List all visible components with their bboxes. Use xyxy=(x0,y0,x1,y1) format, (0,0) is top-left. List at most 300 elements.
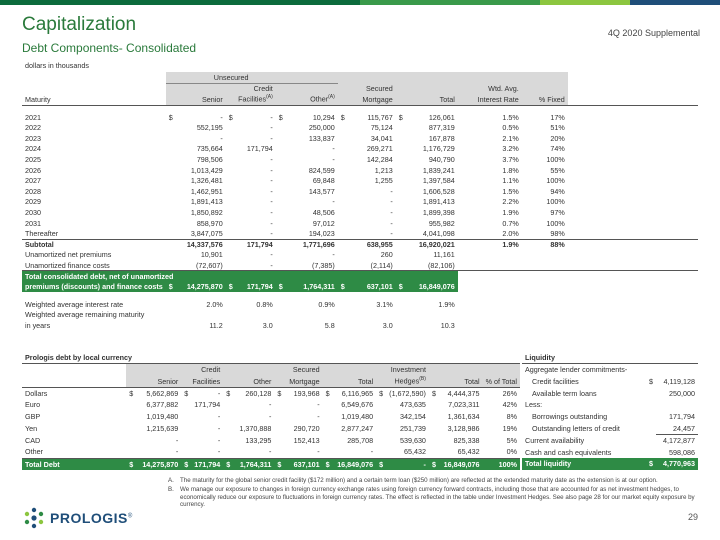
currency-symbol: $ xyxy=(226,282,236,293)
currency-symbol xyxy=(223,423,233,435)
other-value: 10,294 xyxy=(312,112,335,122)
total-senior: 14,275,870 xyxy=(136,458,181,470)
other-value: - xyxy=(332,197,335,207)
liquidity-label: Cash and cash equivalents xyxy=(525,447,612,457)
currency-symbol xyxy=(274,446,284,458)
total-value: 940,790 xyxy=(428,155,455,165)
hedges-value: (1,672,590) xyxy=(389,388,426,398)
total-after-hedges-value: 825,338 xyxy=(453,435,480,445)
currency-symbol xyxy=(276,207,286,218)
currency-symbol xyxy=(126,411,136,423)
currency-symbol xyxy=(166,123,176,134)
total-after-hedges: 16,849,076 xyxy=(439,458,483,470)
currency-symbol xyxy=(181,411,191,423)
pct-of-total-value: 42% xyxy=(502,400,517,410)
currency-symbol xyxy=(323,423,333,435)
footnote-mark: B. xyxy=(168,485,174,493)
hedges-value: 65,432 xyxy=(386,446,429,458)
table-row xyxy=(22,154,698,165)
maturity-year: 2024 xyxy=(25,144,41,154)
top-bar-segment xyxy=(630,0,720,5)
col-senior: Senior xyxy=(126,376,181,388)
senior-value: - xyxy=(220,133,223,143)
liquidity-value: 4,172,877 xyxy=(663,436,695,446)
currency-symbol: $ xyxy=(429,458,439,470)
senior-value: 1,462,951 xyxy=(190,186,223,196)
currency-symbol: $ xyxy=(376,458,386,470)
total-value: 1,019,480 xyxy=(341,412,374,422)
senior-value: 1,850,892 xyxy=(190,208,223,218)
currency-symbol: $ xyxy=(168,112,173,122)
currency-symbol xyxy=(338,207,348,218)
currency-symbol xyxy=(396,123,406,134)
liquidity-label: Less: xyxy=(525,400,543,410)
secured-value: - xyxy=(317,412,320,422)
currency-symbol xyxy=(166,186,176,197)
currency-symbol xyxy=(646,435,656,447)
liquidity-value xyxy=(656,364,698,376)
maturity-year: 2026 xyxy=(25,165,41,175)
currency-symbol xyxy=(338,123,348,134)
currency-symbol: $ xyxy=(181,458,191,470)
pct-fixed-value: 55% xyxy=(550,165,565,175)
pct-of-total-value: 0% xyxy=(483,446,520,458)
liquidity-item xyxy=(522,446,698,458)
currency-symbol xyxy=(181,399,191,411)
interest-rate-value: 0.7% xyxy=(502,218,519,228)
total-total: 16,849,076 xyxy=(406,282,458,293)
currency-table-title: Prologis debt by local currency xyxy=(22,352,520,364)
liquidity-label: Credit facilities xyxy=(532,376,579,386)
top-bar-segment xyxy=(540,0,630,5)
currency-symbol xyxy=(376,435,386,447)
maturity-year: 2030 xyxy=(25,208,41,218)
total-debt-label-line1: Total consolidated debt, net of unamortized xyxy=(22,271,458,282)
total-secured: 637,101 xyxy=(348,282,396,293)
finance-costs-label: Unamortized finance costs xyxy=(22,260,166,271)
liquidity-label: Current availability xyxy=(525,435,585,445)
other-value: - xyxy=(233,446,274,458)
currency-symbol xyxy=(646,423,656,435)
total-value: 4,041,098 xyxy=(422,228,455,238)
secured-value: 1,255 xyxy=(374,176,393,186)
table-row xyxy=(22,186,698,197)
col-secured-top: Secured xyxy=(274,364,322,376)
currency-symbol xyxy=(276,229,286,240)
weighted-maturity-credit: 3.0 xyxy=(262,320,273,330)
subtotal-credit: 171,794 xyxy=(236,239,276,250)
finance-costs-other: (7,385) xyxy=(286,260,338,271)
secured-value: - xyxy=(390,186,393,196)
maturity-year: 2025 xyxy=(25,155,41,165)
footnote-mark: A. xyxy=(168,477,174,484)
currency-symbol xyxy=(646,399,656,411)
total-credit: 171,794 xyxy=(236,282,276,293)
logo-mark-icon xyxy=(22,506,46,530)
prologis-logo xyxy=(22,506,133,530)
total-other: 1,764,311 xyxy=(286,282,338,293)
senior-value: 798,506 xyxy=(196,155,223,165)
col-maturity: Maturity xyxy=(22,94,166,105)
total-pct: 100% xyxy=(483,458,520,470)
interest-rate-value: 1.5% xyxy=(502,186,519,196)
currency-symbol: $ xyxy=(340,112,345,122)
currency-symbol xyxy=(226,123,236,134)
currency-symbol xyxy=(396,133,406,144)
currency-symbol: $ xyxy=(228,112,233,122)
currency-symbol xyxy=(338,197,348,208)
currency-symbol xyxy=(276,218,286,229)
currency-symbol xyxy=(126,446,136,458)
col-credit-facilities: Facilities xyxy=(181,376,223,388)
secured-value: - xyxy=(317,400,320,410)
col-hedges-top: Investment xyxy=(376,364,429,376)
pct-of-total-value: 26% xyxy=(502,388,517,398)
total-value: 285,708 xyxy=(347,435,374,445)
subtotal-total: 16,920,021 xyxy=(406,239,458,250)
maturity-rows xyxy=(22,112,698,239)
currency-symbol xyxy=(166,229,176,240)
weighted-maturity-label-line2: in years xyxy=(25,320,51,330)
total-value: - xyxy=(333,446,377,458)
currency-symbol: $ xyxy=(184,388,189,398)
secured-value: - xyxy=(284,446,322,458)
total-liquidity-row xyxy=(522,458,698,470)
interest-rate-value: 3.7% xyxy=(502,155,519,165)
total-after-hedges-value: 65,432 xyxy=(439,446,483,458)
secured-value: 193,968 xyxy=(293,388,320,398)
pct-fixed-value: 20% xyxy=(550,133,565,143)
footnote-b xyxy=(168,486,698,509)
currency-symbol xyxy=(166,144,176,155)
interest-rate-value: 1.1% xyxy=(502,176,519,186)
secured-value: - xyxy=(390,208,393,218)
col-secured-mortgage: Mortgage xyxy=(274,376,322,388)
currency-symbol xyxy=(274,435,284,447)
pct-fixed-value: 100% xyxy=(546,197,565,207)
weighted-maturity-secured: 3.0 xyxy=(382,320,393,330)
page-title: Capitalization xyxy=(22,14,137,35)
weighted-maturity-senior: 11.2 xyxy=(209,320,223,330)
currency-symbol xyxy=(276,165,286,176)
pct-fixed-value: 100% xyxy=(546,218,565,228)
currency-symbol xyxy=(396,144,406,155)
currency-symbol xyxy=(226,154,236,165)
credit-value: - xyxy=(217,435,221,445)
total-hedges: - xyxy=(386,458,429,470)
currency-symbol xyxy=(429,423,439,435)
currency-symbol xyxy=(226,144,236,155)
liquidity-rows xyxy=(522,364,698,458)
currency-symbol xyxy=(646,446,656,458)
currency-symbol xyxy=(276,133,286,144)
liquidity-label: Available term loans xyxy=(532,388,597,398)
page-number: 29 xyxy=(687,512,698,522)
total-value: 6,549,676 xyxy=(341,400,374,410)
top-color-bar xyxy=(0,0,720,5)
currency-symbol xyxy=(376,446,386,458)
currency-symbol xyxy=(166,207,176,218)
senior-value: - xyxy=(175,435,179,445)
credit-value: - xyxy=(270,155,273,165)
units-note: dollars in thousands xyxy=(25,61,89,71)
col-investment-hedges: Hedges$^{(B)}$ xyxy=(376,376,429,388)
currency-symbol: $ xyxy=(129,388,134,398)
maturity-year: 2028 xyxy=(25,186,41,196)
currency-symbol xyxy=(126,435,136,447)
currency-symbol: $ xyxy=(277,388,282,398)
logo-wordmark: PROLOGIS® xyxy=(50,510,133,526)
col-interest-rate: Interest Rate xyxy=(458,94,522,105)
currency-symbol: $ xyxy=(431,388,436,398)
other-value: 133,295 xyxy=(245,435,272,445)
secured-value: 34,041 xyxy=(370,133,393,143)
table-row xyxy=(22,133,698,144)
total-value: 167,878 xyxy=(428,133,455,143)
currency-symbol: $ xyxy=(338,282,348,293)
currency-symbol: $ xyxy=(396,282,406,293)
currency-symbol xyxy=(376,399,386,411)
currency-symbol xyxy=(166,176,176,187)
credit-value: - xyxy=(217,424,221,434)
currency-symbol xyxy=(338,133,348,144)
pct-of-total-value: 5% xyxy=(506,435,517,445)
table-row xyxy=(22,176,698,187)
maturity-year: 2029 xyxy=(25,197,41,207)
pct-fixed-value: 100% xyxy=(546,176,565,186)
currency-symbol xyxy=(226,176,236,187)
senior-value: 552,195 xyxy=(196,123,223,133)
subtotal-fixed: 88% xyxy=(522,239,568,250)
credit-value: - xyxy=(270,123,273,133)
currency-symbol xyxy=(276,176,286,187)
currency-symbol: $ xyxy=(274,458,284,470)
currency-symbol xyxy=(376,423,386,435)
currency-symbol xyxy=(396,218,406,229)
currency-symbol xyxy=(323,435,333,447)
senior-value: 1,326,481 xyxy=(190,176,223,186)
table-row xyxy=(22,197,698,208)
top-bar-segment xyxy=(360,0,540,5)
currency-symbol xyxy=(166,154,176,165)
finance-costs-row xyxy=(22,260,698,271)
unsecured-group-header: Unsecured xyxy=(166,72,338,83)
finance-costs-secured: (2,114) xyxy=(348,260,396,271)
total-value: 877,319 xyxy=(428,123,455,133)
col-other: Other$^{(A)}$ xyxy=(276,94,338,105)
other-value: 133,837 xyxy=(308,133,335,143)
liquidity-value xyxy=(656,399,698,411)
interest-rate-value: 2.1% xyxy=(502,133,519,143)
senior-value: 1,019,480 xyxy=(146,412,179,422)
liquidity-label: Aggregate lender commitments- xyxy=(525,365,628,375)
currency-symbol xyxy=(276,154,286,165)
weighted-rate-label: Weighted average interest rate xyxy=(25,299,124,309)
currency-symbol xyxy=(223,435,233,447)
credit-value: - xyxy=(270,133,273,143)
currency-symbol xyxy=(396,165,406,176)
other-value: 48,506 xyxy=(312,208,335,218)
interest-rate-value: 1.9% xyxy=(502,208,519,218)
liquidity-item xyxy=(522,376,698,388)
currency-symbol xyxy=(226,197,236,208)
currency-name: Dollars xyxy=(25,388,48,398)
maturity-year: 2021 xyxy=(25,112,41,122)
credit-value: - xyxy=(217,388,221,398)
subtotal-other: 1,771,696 xyxy=(286,239,338,250)
maturity-year: Thereafter xyxy=(25,228,59,238)
currency-symbol xyxy=(181,423,191,435)
currency-symbol xyxy=(646,411,656,423)
total-liquidity-value: 4,770,963 xyxy=(656,458,698,470)
currency-symbol xyxy=(646,387,656,399)
maturity-year: 2031 xyxy=(25,218,41,228)
premiums-secured: 260 xyxy=(380,250,393,260)
currency-symbol: $ xyxy=(398,112,403,122)
total-secured: 637,101 xyxy=(284,458,322,470)
secured-value: - xyxy=(390,228,393,238)
table-row xyxy=(22,207,698,218)
total-debt-line1 xyxy=(22,271,698,282)
maturity-year: 2022 xyxy=(25,123,41,133)
pct-fixed-value: 100% xyxy=(546,155,565,165)
currency-symbol xyxy=(338,176,348,187)
currency-symbol: $ xyxy=(226,388,231,398)
secured-value: - xyxy=(390,218,393,228)
currency-symbol xyxy=(396,229,406,240)
finance-costs-total: (82,106) xyxy=(406,260,458,271)
footnote-text: The maturity for the global senior credit facility ($172 million) and a certain term loan ($250 million) are reflected at the extended maturity date as the extension is at our option. xyxy=(180,477,658,484)
total-value: 1,176,729 xyxy=(422,144,455,154)
currency-symbol xyxy=(338,165,348,176)
table-row xyxy=(22,123,698,134)
premiums-row xyxy=(22,250,698,261)
interest-rate-value: 1.8% xyxy=(502,165,519,175)
currency-symbol xyxy=(276,197,286,208)
page-subtitle: Debt Components- Consolidated xyxy=(22,41,197,55)
currency-symbol xyxy=(226,229,236,240)
table-row xyxy=(22,399,520,411)
liquidity-value: 250,000 xyxy=(669,388,695,398)
maturity-year: 2023 xyxy=(25,133,41,143)
hedges-value: 539,630 xyxy=(399,435,426,445)
weighted-maturity-row xyxy=(22,320,698,331)
credit-value: - xyxy=(217,412,221,422)
currency-symbol xyxy=(646,364,656,376)
currency-symbol xyxy=(276,144,286,155)
senior-value: 735,664 xyxy=(196,144,223,154)
other-value: 824,599 xyxy=(308,165,335,175)
currency-name: GBP xyxy=(25,412,41,422)
interest-rate-value: 2.2% xyxy=(502,197,519,207)
currency-symbol xyxy=(226,207,236,218)
currency-symbol xyxy=(396,186,406,197)
other-value: 194,023 xyxy=(308,228,335,238)
currency-symbol xyxy=(429,399,439,411)
hedges-value: 473,635 xyxy=(399,400,426,410)
credit-value: - xyxy=(270,228,273,238)
other-value: 97,012 xyxy=(312,218,335,228)
credit-value: 171,794 xyxy=(246,144,273,154)
currency-symbol xyxy=(226,186,236,197)
credit-value: - xyxy=(191,446,223,458)
subtotal-senior: 14,337,576 xyxy=(176,239,226,250)
total-value: 955,982 xyxy=(428,218,455,228)
currency-symbol xyxy=(126,399,136,411)
liquidity-item xyxy=(522,364,698,376)
table-row xyxy=(22,435,520,447)
credit-value: - xyxy=(270,165,273,175)
liquidity-value: 4,119,128 xyxy=(663,376,695,386)
currency-symbol xyxy=(276,186,286,197)
total-other: 1,764,311 xyxy=(233,458,274,470)
credit-value: - xyxy=(270,197,273,207)
currency-symbol xyxy=(338,154,348,165)
currency-symbol: $ xyxy=(278,112,283,122)
pct-fixed-value: 98% xyxy=(550,228,565,238)
weighted-rate-total: 1.9% xyxy=(438,299,455,309)
total-credit: 171,794 xyxy=(191,458,223,470)
currency-symbol xyxy=(338,229,348,240)
total-debt-currency-row xyxy=(22,458,520,470)
other-value: - xyxy=(268,400,272,410)
currency-symbol: $ xyxy=(166,282,176,293)
total-debt-label: Total Debt xyxy=(22,458,126,470)
currency-symbol xyxy=(396,197,406,208)
secured-value: 290,720 xyxy=(293,424,320,434)
hedges-value: 342,154 xyxy=(399,412,426,422)
liquidity-item xyxy=(522,411,698,423)
weighted-maturity-other: 5.8 xyxy=(324,320,335,330)
col-pct-of-total: % of Total xyxy=(483,376,520,388)
currency-symbol xyxy=(338,186,348,197)
currency-symbol xyxy=(126,423,136,435)
weighted-maturity-label-line1: Weighted average remaining maturity xyxy=(25,310,145,320)
debt-maturity-table xyxy=(22,60,698,331)
subtotal-rate: 1.9% xyxy=(458,239,522,250)
col-total: Total xyxy=(323,376,377,388)
other-value: 1,370,888 xyxy=(239,424,272,434)
col-credit-top: Credit xyxy=(181,364,223,376)
total-after-hedges-value: 4,444,375 xyxy=(447,388,480,398)
interest-rate-value: 0.5% xyxy=(502,123,519,133)
currency-symbol: $ xyxy=(646,458,656,470)
liquidity-item xyxy=(522,387,698,399)
finance-costs-credit: - xyxy=(236,260,276,271)
currency-symbol xyxy=(323,411,333,423)
currency-symbol xyxy=(166,197,176,208)
currency-name: CAD xyxy=(25,435,41,445)
secured-value: 115,767 xyxy=(367,112,393,122)
currency-symbol xyxy=(181,435,191,447)
report-period: 4Q 2020 Supplemental xyxy=(607,28,700,38)
total-value: 1,899,398 xyxy=(422,208,455,218)
liquidity-title: Liquidity xyxy=(522,352,698,364)
currency-symbol xyxy=(396,207,406,218)
col-wtd-top: Wtd. Avg. xyxy=(458,83,522,94)
senior-value: 858,970 xyxy=(196,218,223,228)
weighted-rate-secured: 3.1% xyxy=(376,299,393,309)
total-liquidity-label: Total liquidity xyxy=(522,458,646,470)
other-value: - xyxy=(268,412,272,422)
other-value: 260,128 xyxy=(245,388,272,398)
subtotal-row xyxy=(22,239,698,250)
senior-value: 5,662,869 xyxy=(146,388,179,398)
premiums-other: - xyxy=(332,250,335,260)
col-credit-facilities: Facilities$^{(A)}$ xyxy=(226,94,276,105)
credit-value: - xyxy=(270,112,273,122)
total-value: 126,061 xyxy=(428,112,455,122)
